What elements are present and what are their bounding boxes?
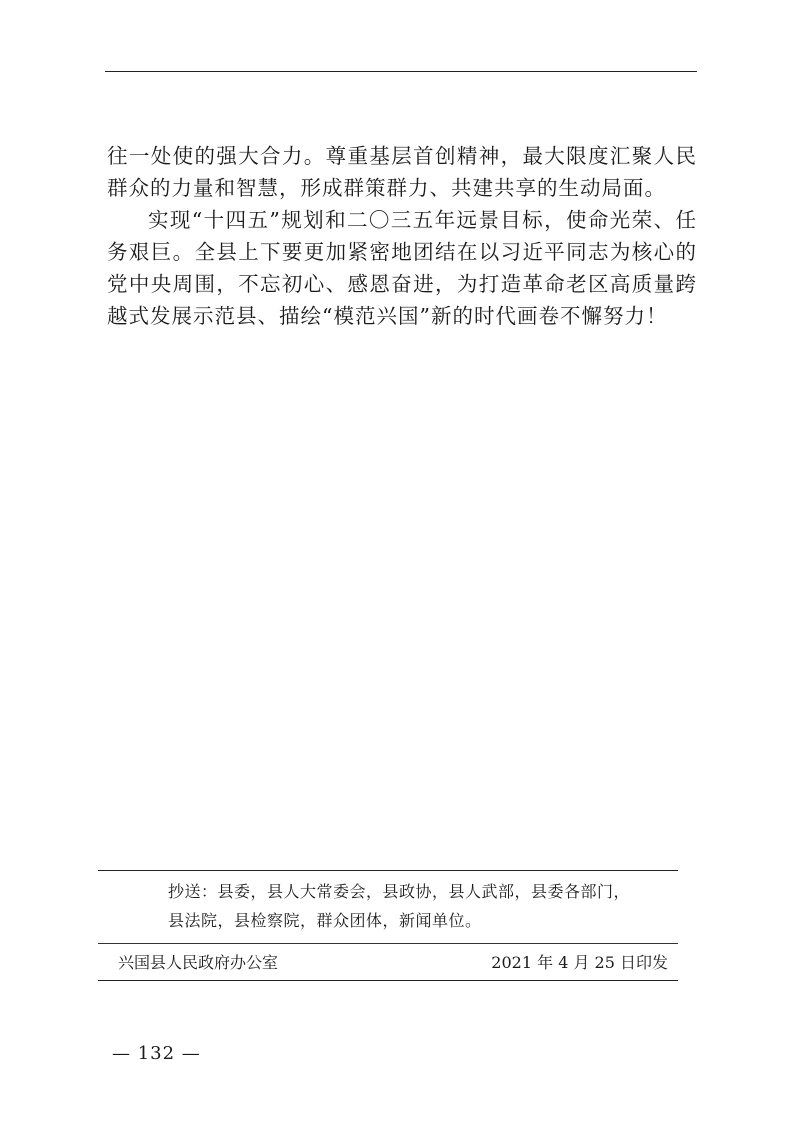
document-body <box>107 140 697 332</box>
cc-line: 抄送：县委，县人大常委会，县政协，县人武部，县委各部门， <box>168 882 631 901</box>
page-number: — 132 — <box>112 1043 201 1064</box>
paragraph: 实现“十四五”规划和二〇三五年远景目标，使命光荣、任务艰巨。全县上下要更加紧密地团结在以习近平同志为核心的党中央周围，不忘初心、感恩奋进，为打造革命老区高质量跨越式发展示范县、描绘“模范兴国”新的时代画卷不懈努力！ <box>107 208 697 328</box>
issuer: 兴国县人民政府办公室 <box>118 953 279 972</box>
header-rule <box>105 71 697 72</box>
distribution-block <box>98 870 678 981</box>
distribution-bottom-rule <box>98 980 678 981</box>
cc-list <box>98 871 678 943</box>
paragraph: 往一处使的强大合力。尊重基层首创精神，最大限度汇聚人民群众的力量和智慧，形成群策群力、共建共享的生动局面。 <box>107 144 697 200</box>
cc-line: 县法院，县检察院，群众团体，新闻单位。 <box>168 911 482 930</box>
issue-date: 2021 年 4 月 25 日印发 <box>491 953 668 972</box>
issue-info <box>98 944 678 980</box>
